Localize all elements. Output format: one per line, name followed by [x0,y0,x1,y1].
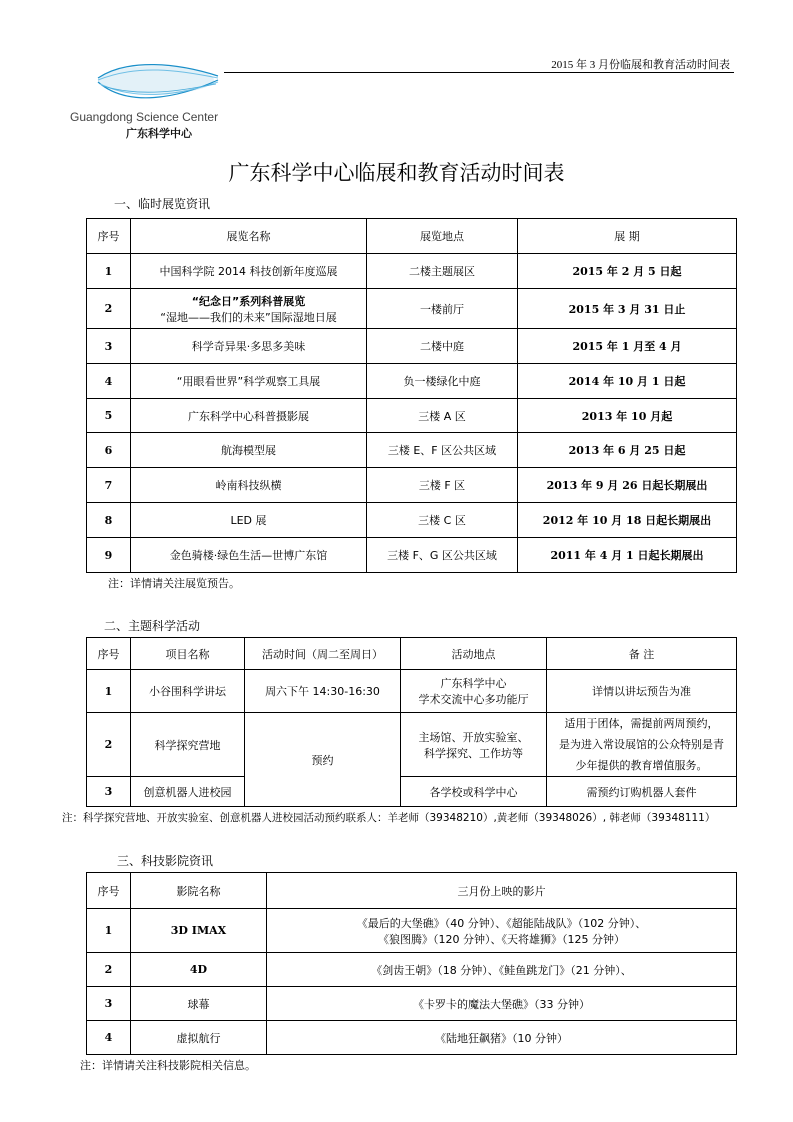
activity-remark-line1: 适用于团体，需提前两周预约， [564,717,719,730]
exhibition-period: 2013 年 10 月起 [518,399,737,433]
table-row [87,953,737,987]
exhibition-name-line2: “湿地——我们的未来”国际湿地日展 [160,310,337,324]
section3-note: 注：详情请关注科技影院相关信息。 [80,1059,256,1072]
exhibition-name: “用眼看世界”科学观察工具展 [131,364,367,399]
activity-place-line1: 广东科学中心 [440,677,507,690]
row-no: 5 [87,399,131,433]
exhibition-place: 三楼 F 区 [367,468,518,503]
table-row [87,289,737,329]
logo-text-cn: 广东科学中心 [126,127,192,140]
col-header-films: 三月份上映的影片 [267,873,737,909]
exhibition-place: 三楼 E、F 区公共区域 [367,433,518,468]
exhibition-period: 2014 年 10 月 1 日起 [518,364,737,399]
table-row [87,329,737,364]
col-header-no: 序号 [87,638,131,670]
row-no: 6 [87,433,131,468]
films-line2: 《狼图腾》（120 分钟）、《天将雄狮》（125 分钟） [378,932,625,946]
col-header-no: 序号 [87,219,131,254]
activity-place: 各学校或科学中心 [401,777,547,807]
activity-remark: 详情以讲坛预告为准 [547,670,737,713]
row-no: 3 [87,987,131,1021]
activity-name: 小谷围科学讲坛 [131,670,245,713]
row-no: 4 [87,364,131,399]
table-row [87,433,737,468]
exhibition-period: 2015 年 1 月至 4 月 [518,329,737,364]
col-header-no: 序号 [87,873,131,909]
activity-name: 科学探究营地 [131,713,245,777]
activity-place [401,713,547,777]
exhibition-name: 广东科学中心科普摄影展 [131,399,367,433]
row-no: 2 [87,713,131,777]
films: 《陆地狂飙猪》（10 分钟） [267,1021,737,1055]
row-no: 1 [87,909,131,953]
exhibition-period: 2012 年 10 月 18 日起长期展出 [518,503,737,538]
exhibition-place: 二楼中庭 [367,329,518,364]
exhibitions-table [86,218,737,573]
row-no: 8 [87,503,131,538]
row-no: 4 [87,1021,131,1055]
table-row [87,1021,737,1055]
exhibition-period: 2015 年 2 月 5 日起 [518,254,737,289]
table-header-row [87,873,737,909]
table-row [87,987,737,1021]
col-header-place: 展览地点 [367,219,518,254]
activity-time: 周六下午 14:30-16:30 [245,670,401,713]
activity-remark-line2: 是为进入常设展馆的公众特别是青 [559,738,724,751]
activity-place-line2: 学术交流中心多功能厅 [418,693,529,706]
col-header-time: 活动时间（周二至周日） [245,638,401,670]
exhibition-name: 岭南科技纵横 [131,468,367,503]
table-row [87,468,737,503]
exhibition-name: 中国科学院 2014 科技创新年度巡展 [131,254,367,289]
table-row [87,538,737,573]
col-header-place: 活动地点 [401,638,547,670]
logo-text-en: Guangdong Science Center [70,110,219,124]
section1-heading: 一、临时展览资讯 [114,197,211,211]
header-rule [224,72,734,73]
col-header-name: 展览名称 [131,219,367,254]
activity-name: 创意机器人进校园 [131,777,245,807]
exhibition-place: 三楼 C 区 [367,503,518,538]
table-row [87,670,737,713]
row-no: 2 [87,953,131,987]
section2-heading: 二、主题科学活动 [104,619,201,633]
table-row [87,254,737,289]
running-header: 2015 年 3 月份临展和教育活动时间表 [551,59,730,71]
exhibition-place: 负一楼绿化中庭 [367,364,518,399]
row-no: 3 [87,777,131,807]
activity-place-line2: 科学探究、工作坊等 [424,746,523,760]
col-header-name: 项目名称 [131,638,245,670]
activity-place-line1: 主场馆、开放实验室、 [418,730,529,744]
activity-remark: 需预约订购机器人套件 [547,777,737,807]
exhibition-name-line1: “纪念日”系列科普展览 [191,294,306,308]
exhibition-place: 三楼 F、G 区公共区域 [367,538,518,573]
exhibition-name [131,289,367,329]
cinema-name: 球幕 [131,987,267,1021]
cinema-name: 虚拟航行 [131,1021,267,1055]
row-no: 9 [87,538,131,573]
table-row [87,503,737,538]
table-row [87,713,737,777]
films-line1: 《最后的大堡礁》（40 分钟）、《超能陆战队》（102 分钟）、 [356,916,647,930]
activity-place [401,670,547,713]
exhibition-name: 航海模型展 [131,433,367,468]
col-header-remark: 备 注 [547,638,737,670]
exhibition-name: 金色骑楼·绿色生活—世博广东馆 [131,538,367,573]
films: 《剑齿王朝》（18 分钟）、《鲑鱼跳龙门》（21 分钟）、 [267,953,737,987]
table-row [87,909,737,953]
activity-time: 预约 [245,713,401,807]
exhibition-name: 科学奇异果·多思多美味 [131,329,367,364]
exhibition-period: 2011 年 4 月 1 日起长期展出 [518,538,737,573]
activities-table [86,637,737,807]
section3-heading: 三、科技影院资讯 [117,854,214,868]
table-header-row [87,638,737,670]
films [267,909,737,953]
exhibition-place: 二楼主题展区 [367,254,518,289]
col-header-cinema: 影院名称 [131,873,267,909]
row-no: 3 [87,329,131,364]
section1-note: 注：详情请关注展览预告。 [108,577,240,590]
row-no: 1 [87,254,131,289]
cinema-name: 4D [131,953,267,987]
exhibition-name: LED 展 [131,503,367,538]
activity-remark [547,713,737,777]
activity-remark-line3: 少年提供的教育增值服务。 [575,759,708,772]
table-row [87,364,737,399]
exhibition-period: 2015 年 3 月 31 日止 [518,289,737,329]
row-no: 7 [87,468,131,503]
exhibition-period: 2013 年 9 月 26 日起长期展出 [518,468,737,503]
films: 《卡罗卡的魔法大堡礁》（33 分钟） [267,987,737,1021]
section2-note: 注：科学探究营地、开放实验室、创意机器人进校园活动预约联系人：羊老师（39348210）,黄老师（39348026）, 韩老师（39348111） [62,812,716,824]
row-no: 2 [87,289,131,329]
page-title: 广东科学中心临展和教育活动时间表 [228,161,565,185]
cinema-table [86,872,737,1055]
table-row [87,399,737,433]
exhibition-place: 三楼 A 区 [367,399,518,433]
table-header-row [87,219,737,254]
cinema-name: 3D IMAX [131,909,267,953]
exhibition-place: 一楼前厅 [367,289,518,329]
col-header-period: 展 期 [518,219,737,254]
row-no: 1 [87,670,131,713]
table-row [87,777,737,807]
exhibition-period: 2013 年 6 月 25 日起 [518,433,737,468]
